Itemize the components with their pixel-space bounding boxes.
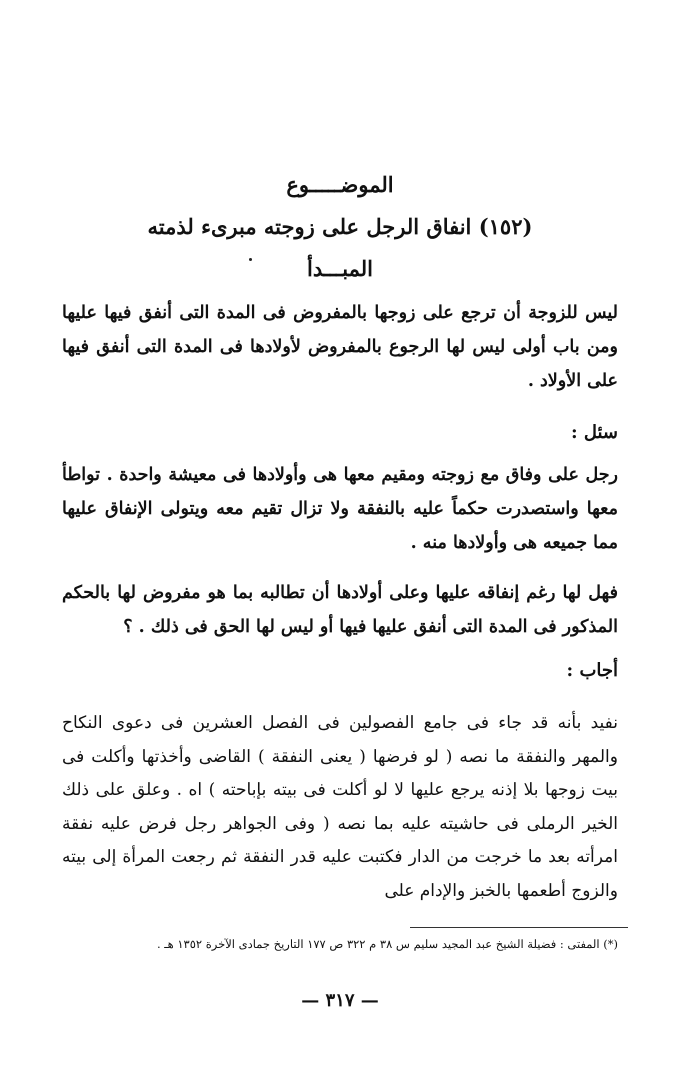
footnote: (*) المفتى : فضيلة الشيخ عبد المجيد سليم س ٣٨ م ٣٢٢ ص ١٧٧ التاريخ جمادى الآخرة ١٣٥٢ هـ . (156, 937, 618, 951)
print-speck (249, 258, 252, 261)
topic-heading: الموضـــــوع (286, 172, 394, 197)
fatwa-title: (١٥٢) انفاق الرجل على زوجته مبرىء لذمته (147, 214, 533, 239)
answer-paragraph: نفيد بأنه قد جاء فى جامع الفصولين فى الفصل العشرين فى دعوى النكاح والمهر والنفقة ما نصه ( لو فرضها ( يعنى النفقة ) القاضى وأخذتها وأكلت فى بيت زوجها بلا إذنه يرجع عليها لا لو أكلت فى بيته بإباحته ) اه . وعلق على ذلك الخير الرملى فى حاشيته عليه بما نصه ( وفى الجواهر رجل فرض عليه نفقة امرأته بعد ما خرجت من الدار فكتبت عليه قدر النفقة ثم رجعت المرأة إلى بيته والزوج أطعمها بالخبز والإدام على (62, 713, 618, 901)
principle-paragraph: ليس للزوجة أن ترجع على زوجها بالمفروض فى المدة التى أنفق فيها عليها ومن باب أولى ليس لها الرجوع بالمفروض لأولادها فى المدة التى أنفق فيها على الأولاد . (62, 303, 618, 391)
page-number: — ٣١٧ — (301, 990, 379, 1011)
answer-label: أجاب : (566, 660, 618, 681)
question-paragraph-2: فهل لها رغم إنفاقه عليها وعلى أولادها أن تطالبه بما هو مفروض لها بالحكم المذكور فى المدة التى أنفق عليها فيها أو ليس لها الحق فى ذلك . ؟ (62, 583, 618, 637)
question-paragraph-1: رجل على وفاق مع زوجته ومقيم معها هى وأولادها فى معيشة واحدة . تواطأ معها واستصدرت حكماً عليه بالنفقة ولا تزال تقيم معه ويتولى الإنفاق عليها مما جميعه هى وأولادها منه . (62, 465, 618, 553)
principle-heading: المبـــدأ (306, 256, 374, 281)
footnote-divider (410, 927, 628, 928)
question-label: سئل : (570, 422, 618, 443)
